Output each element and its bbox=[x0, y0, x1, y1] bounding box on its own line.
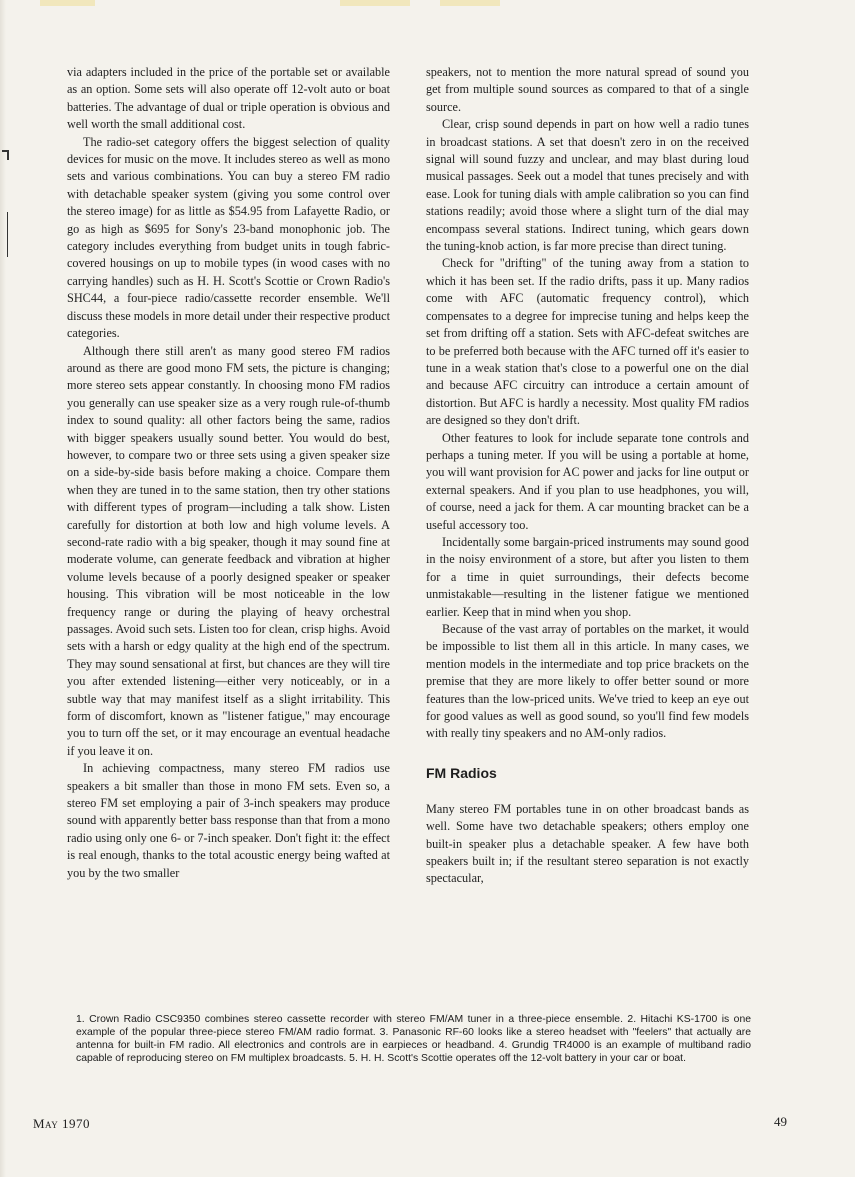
body-paragraph: Clear, crisp sound depends in part on how well a radio tunes in broadcast stations. A set that doesn't zero in on the received signal will sound fuzzy and unclear, and may blast during loud musical passages. Seek out a model that tunes precisely and with ease. Look for tuning dials with ample calibration so you can find stations readily; avoid those where a slight turn of the dial may encompass several stations. Indirect tuning, which gears down the tuning-knob action, is far more precise than direct tuning. bbox=[426, 117, 749, 254]
article-left-column bbox=[67, 64, 390, 882]
body-paragraph: Check for "drifting" of the tuning away from a station to which it has been set. If the radio drifts, pass it up. Many radios come with AFC (automatic frequency control), which compensates to a degree for imprecise tuning and helps keep the set from drifting off a station. Sets with AFC-defeat switches are to be preferred both because with the AFC turned off it's easier to tune in a weak station that's close to a powerful one on the dial and because AFC circuitry can introduce a certain amount of distortion. But AFC is hardly a necessity. Most quality FM radios are designed so they don't drift. bbox=[426, 256, 749, 428]
top-edge-tint bbox=[40, 0, 95, 6]
figure-caption: 1. Crown Radio CSC9350 combines stereo cassette recorder with stereo FM/AM tuner in a three-piece ensemble. 2. Hitachi KS-1700 is one example of the popular three-piece stereo FM/AM radio format. 3. Panasonic RF-60 looks like a stereo headset with "feelers" that actually are antenna for built-in FM radio. All electronics and controls are in earpieces or headband. 4. Grundig TR4000 is an example of multiband radio capable of reproducing stereo on FM multiplex broadcasts. 5. H. H. Scott's Scottie operates off the 12-volt battery in your car or boat. bbox=[76, 1014, 751, 1064]
section-heading: FM Radios bbox=[426, 764, 497, 781]
body-paragraph: via adapters included in the price of the portable set or available as an option. Some sets will also operate off 12-volt auto or boat batteries. The advantage of dual or triple operation is obvious and well worth the small additional cost. bbox=[67, 65, 390, 132]
body-paragraph: Incidentally some bargain-priced instruments may sound good in the noisy environment of a store, but after you listen to them for a time in quiet surroundings, their defects become unmistakable—resulting in the listener fatigue we mentioned earlier. Keep that in mind when you shop. bbox=[426, 534, 749, 619]
body-paragraph: Because of the vast array of portables on the market, it would be impossible to list them all in this article. In many cases, we mention models in the intermediate and top price brackets on the premise that they are more likely to offer better sound or more features than the low-priced units. We've tried to keep an eye out for good values as well as good sound, so you'll find few models with really tiny speakers and no AM-only radios. bbox=[426, 622, 749, 741]
body-paragraph: The radio-set category offers the biggest selection of quality devices for music on the move. It includes stereo as well as mono sets and various combinations. You can buy a stereo FM radio with detachable speaker system (giving you some control over the stereo image) for as little as $54.95 from Lafayette Radio, or go as high as $695 for Sony's 23-band monophonic job. The category includes everything from budget units in tough fabric-covered housings on up to mobile types (in wood cases with no carrying handles) such as H. H. Scott's Scottie or Crown Radio's SHC44, a four-piece radio/cassette recorder ensemble. We'll discuss these models in more detail under their respective product categories. bbox=[67, 134, 390, 341]
top-edge-tint bbox=[440, 0, 500, 6]
article-right-column bbox=[426, 64, 749, 888]
margin-mark bbox=[7, 212, 8, 257]
margin-mark bbox=[7, 150, 9, 160]
body-paragraph: Other features to look for include separate tone controls and perhaps a tuning meter. If you will be using a portable at home, you will want provision for AC power and jacks for line output or external speakers. And if you plan to use headphones, you will, of course, need a jack for them. A car mounting bracket can be a useful accessory too. bbox=[426, 430, 749, 532]
scan-edge-shadow bbox=[0, 0, 6, 1177]
body-paragraph: speakers, not to mention the more natural spread of sound you get from multiple sound sources as compared to that of a single source. bbox=[426, 65, 749, 114]
body-paragraph: Many stereo FM portables tune in on other broadcast bands as well. Some have two detachable speakers; others employ one built-in speaker plus a detachable speaker. A few have both speakers built in; if the resultant stereo separation is not exactly spectacular, bbox=[426, 801, 749, 886]
body-paragraph: In achieving compactness, many stereo FM radios use speakers a bit smaller than those in mono FM sets. Even so, a stereo FM set employing a pair of 3-inch speakers may produce sound with apparently better bass response than that from a mono radio using only one 6- or 7-inch speaker. Don't fight it: the effect is real enough, thanks to the total acoustic energy being wafted at you by the two smaller bbox=[67, 761, 390, 880]
top-edge-tint bbox=[340, 0, 410, 6]
body-paragraph: Although there still aren't as many good stereo FM radios around as there are good mono FM sets, the picture is changing; more stereo sets appear constantly. In choosing mono FM radios you generally can use speaker size as a very rough rule-of-thumb index to sound quality: all other factors being the same, radios with bigger speakers usually sound better. You would do best, however, to compare two or three sets using a given speaker size on a side-by-side basis before making a choice. Compare them when they are tuned in to the same station, then try other stations with different types of program—including a talk show. Listen carefully for distortion at both low and high volume levels. A second-rate radio with a big speaker, though it may sound fine at moderate volume, can generate feedback and vibration at higher volume levels because of a poorly designed speaker or speaker housing. This vibration will be most noticeable in the low frequency range or during the playing of heavy orchestral passages. Avoid such sets. Listen too for clean, crisp highs. Avoid sets with a harsh or edgy quality at the high end of the spectrum. They may sound sensational at first, but chances are they will tire you after extended listening—either very noticeably, or in a subtle way that may manifest itself as a slight irritability. This form of discomfort, known as "listener fatigue," may encourage you to turn off the set, or it may encourage an eventual headache if you leave it on. bbox=[67, 343, 390, 758]
page-number: 49 bbox=[774, 1114, 787, 1129]
issue-date: May 1970 bbox=[33, 1116, 90, 1131]
